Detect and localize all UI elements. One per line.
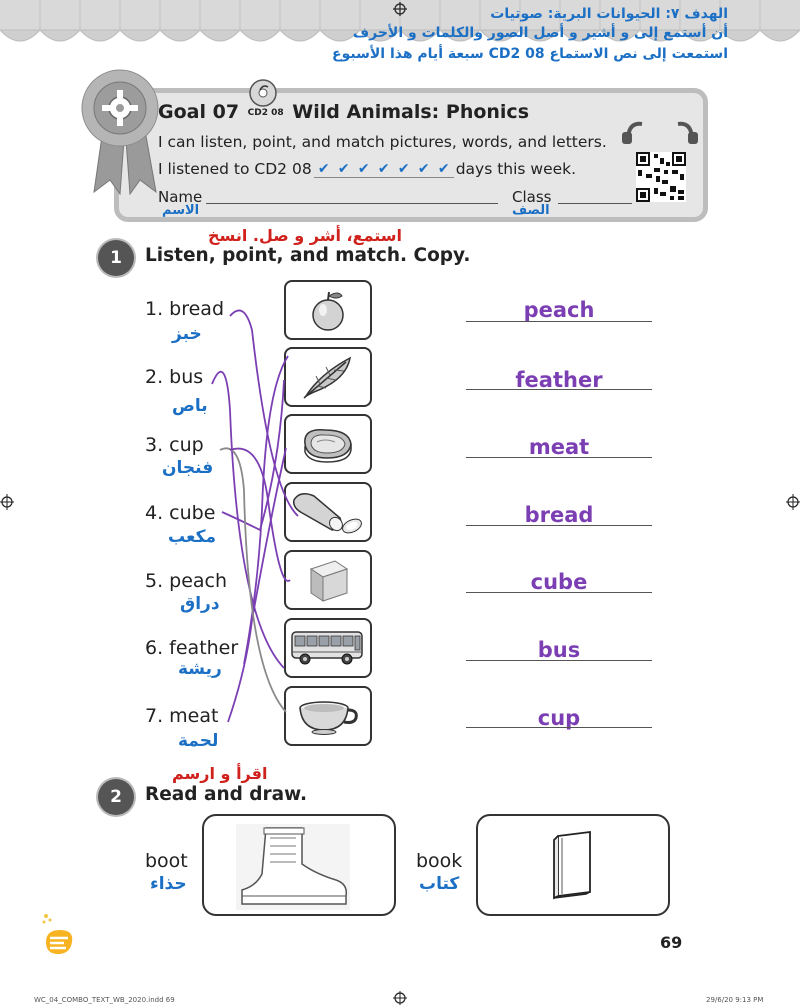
answer-text[interactable]: meat xyxy=(528,435,590,459)
answer-text[interactable]: peach xyxy=(523,298,595,322)
feather-picture xyxy=(300,354,356,400)
qr-code-icon[interactable] xyxy=(636,152,686,202)
class-label: Class xyxy=(512,188,552,206)
answer-line xyxy=(466,592,652,593)
word-item: 3. cup xyxy=(145,434,204,456)
matching-lines xyxy=(200,290,300,750)
goal-topic: Wild Animals: Phonics xyxy=(292,101,530,123)
answer-text[interactable]: bread xyxy=(524,503,594,527)
cube-picture xyxy=(303,555,353,605)
drawing-box[interactable] xyxy=(202,814,396,916)
tracker-suffix: days this week. xyxy=(455,160,577,178)
draw-word: book xyxy=(416,850,463,872)
answer-text[interactable]: cube xyxy=(530,570,588,594)
day-ticks xyxy=(314,161,454,178)
section1-title: Listen, point, and match. Copy. xyxy=(145,245,471,266)
day-tick[interactable]: ✔ xyxy=(377,160,390,177)
apple-picture xyxy=(308,288,348,332)
name-label: Name xyxy=(158,188,203,206)
page-number: 69 xyxy=(660,933,683,952)
ribbon-badge-icon xyxy=(74,66,166,196)
word-item-arabic: فنجان xyxy=(162,458,214,478)
registration-mark-icon xyxy=(0,490,14,514)
listening-tracker xyxy=(158,160,576,178)
answer-line xyxy=(466,321,652,322)
word-item: 2. bus xyxy=(145,366,204,388)
day-tick[interactable]: ✔ xyxy=(417,160,430,177)
registration-mark-icon xyxy=(786,490,800,514)
answer-line xyxy=(466,660,652,661)
answer-line xyxy=(466,727,652,728)
day-tick[interactable]: ✔ xyxy=(317,160,330,177)
section-number-badge: 2 xyxy=(98,779,134,815)
answer-text[interactable]: cup xyxy=(537,706,581,730)
draw-word-arabic: كتاب xyxy=(419,874,460,894)
section1-title-arabic: استمع، أشر و صل. انسخ xyxy=(208,226,403,245)
headphones-icon xyxy=(620,120,700,146)
logo-icon xyxy=(40,912,76,958)
class-label-arabic: الصف xyxy=(512,203,550,218)
class-field[interactable] xyxy=(558,203,632,204)
section2-title-arabic: اقرأ و ارسم xyxy=(172,764,268,783)
tracker-prefix: I listened to CD2 08 xyxy=(158,160,312,178)
day-tick[interactable]: ✔ xyxy=(337,160,350,177)
goal-arabic-line-3: استمعت إلى نص الاستماع CD2 08 سبعة أيام هذا الأسبوع xyxy=(332,46,728,62)
name-field[interactable] xyxy=(206,203,498,204)
answer-line xyxy=(466,525,652,526)
book-picture xyxy=(550,830,598,900)
word-item: 1. bread xyxy=(145,298,225,320)
word-item-arabic: لحمة xyxy=(178,731,219,751)
cd-label: CD2 08 xyxy=(247,107,284,118)
word-item: 6. feather xyxy=(145,637,239,659)
word-item: 7. meat xyxy=(145,705,219,727)
answer-line xyxy=(466,389,652,390)
word-item-arabic: مكعب xyxy=(168,527,217,547)
word-item: 4. cube xyxy=(145,502,216,524)
section2-title: Read and draw. xyxy=(145,784,308,805)
date-info: 29/6/20 9:13 PM xyxy=(706,996,764,1004)
word-item-arabic: ريشة xyxy=(178,659,222,679)
day-tick[interactable]: ✔ xyxy=(397,160,410,177)
boot-picture xyxy=(236,824,350,910)
cup-picture xyxy=(296,696,360,736)
bus-picture xyxy=(289,628,367,668)
answer-text[interactable]: bus xyxy=(537,638,581,662)
file-info: WC_04_COMBO_TEXT_WB_2020.indd 69 xyxy=(34,996,175,1004)
goal-arabic-line-2: أن أستمع إلى و أشير و أصل الصور والكلمات و الأحرف xyxy=(352,25,728,41)
bread-picture xyxy=(290,488,366,536)
registration-mark-icon xyxy=(392,990,408,1005)
goal-arabic-line-1: الهدف ٧: الحيوانات البرية: صوتيات xyxy=(490,6,728,22)
word-item: 5. peach xyxy=(145,570,228,592)
answer-text[interactable]: feather xyxy=(515,368,603,392)
drawing-box[interactable] xyxy=(476,814,670,916)
day-tick[interactable]: ✔ xyxy=(437,160,450,177)
draw-word-arabic: حذاء xyxy=(150,874,187,894)
section-number-badge: 1 xyxy=(98,240,134,276)
goal-title xyxy=(158,101,529,123)
goal-label: Goal 07 xyxy=(158,101,240,123)
word-item-arabic: خبز xyxy=(172,324,202,344)
day-tick[interactable]: ✔ xyxy=(357,160,370,177)
name-label-arabic: الاسم xyxy=(162,203,200,218)
word-item-arabic: دراق xyxy=(180,594,220,614)
word-item-arabic: باص xyxy=(172,396,208,416)
draw-word: boot xyxy=(145,850,188,872)
answer-line xyxy=(466,457,652,458)
goal-statement: I can listen, point, and match pictures, words, and letters. xyxy=(158,133,607,151)
meat-picture xyxy=(299,424,357,464)
